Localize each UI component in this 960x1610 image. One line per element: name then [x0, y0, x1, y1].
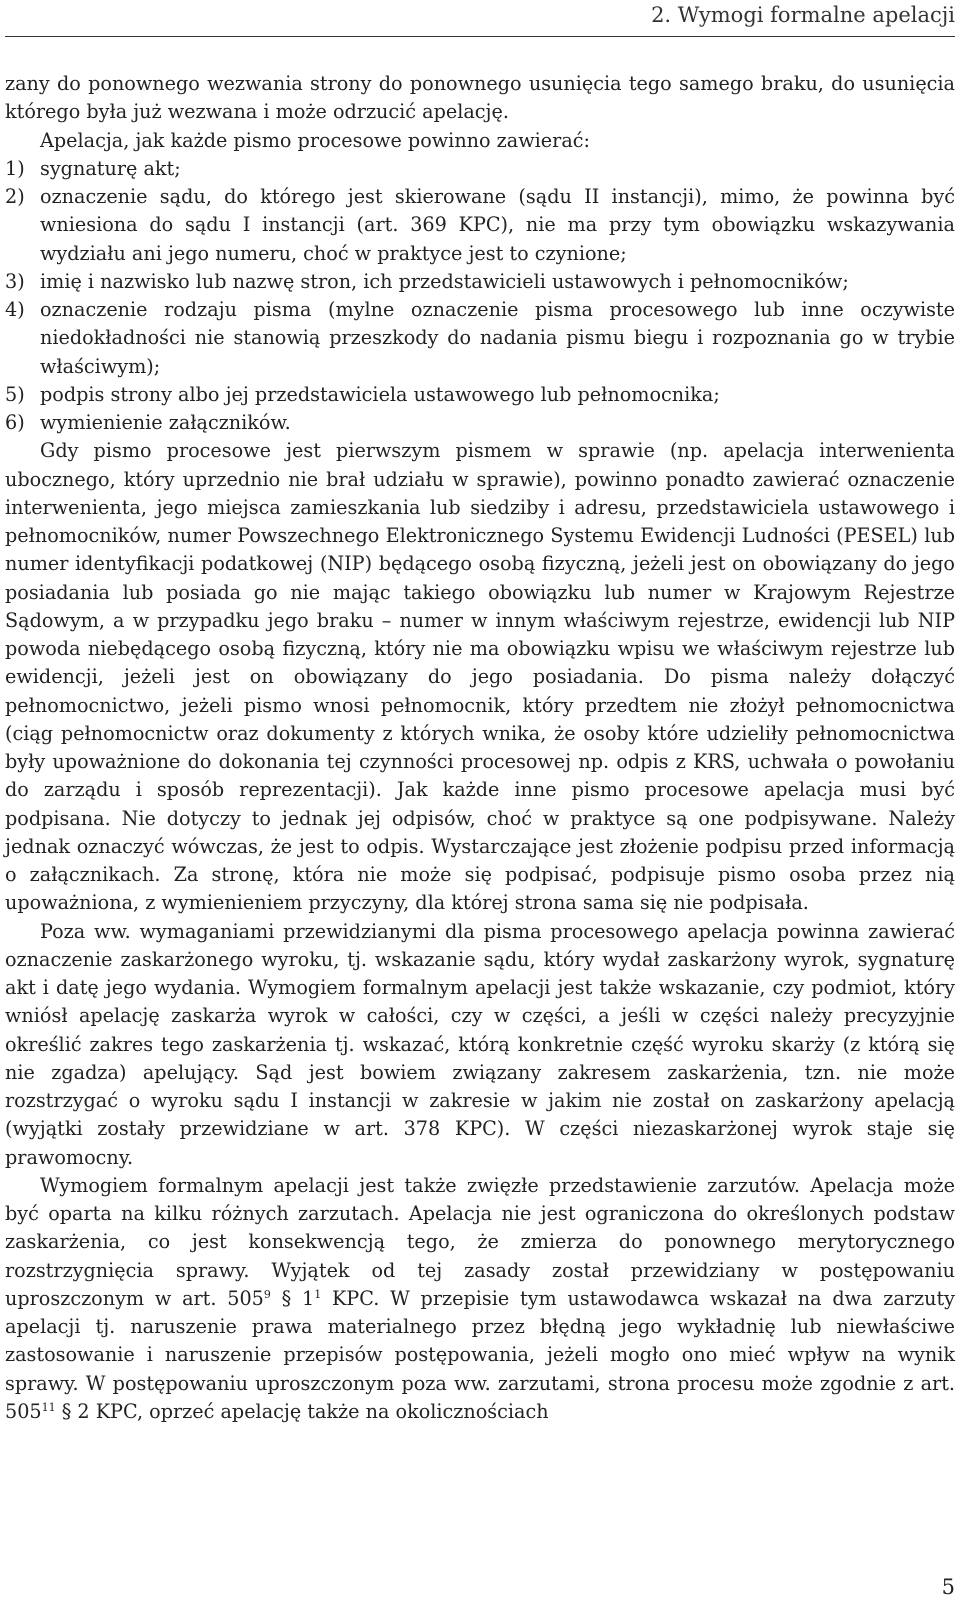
requirements-lead: Apelacja, jak każde pismo procesowe powinno zawierać:	[40, 128, 590, 152]
grounds-paragraph	[5, 1172, 955, 1426]
list-text: podpis strony albo jej przedstawiciela ustawowego lub pełnomocnika;	[40, 382, 720, 406]
chapter-title: 2. Wymogi formalne apelacji	[651, 3, 955, 27]
list-number: 6)	[5, 411, 25, 434]
page-number: 5	[941, 1575, 955, 1599]
list-item	[5, 155, 955, 183]
list-item	[5, 409, 955, 437]
list-number: 2)	[5, 185, 25, 208]
list-text: imię i nazwisko lub nazwę stron, ich przedstawicieli ustawowych i pełnomocników;	[40, 269, 849, 293]
requirements-list	[5, 155, 955, 438]
list-text: wymienienie załączników.	[40, 411, 291, 434]
grounds-text: § 2 KPC, oprzeć apelację także na okolicznościach	[55, 1399, 549, 1423]
intro-paragraph: zany do ponownego wezwania strony do ponownego usunięcia tego samego braku, do usunięcia którego była już wezwana i może odrzucić apelację.	[5, 72, 955, 124]
grounds-text: § 1	[270, 1286, 315, 1310]
superscript: 11	[41, 1400, 56, 1414]
first-pleading-paragraph: Gdy pismo procesowe jest pierwszym pismem w sprawie (np. apelacja interwenienta ubocznego, który uprzednio nie brał udziału w sprawie), powinno ponadto zawierać oznaczenie interwenienta, jego miejsca zamieszkania lub siedziby i adresu, przedstawiciela ustawowego i pełnomocników, numer Powszechnego Elektronicznego Systemu Ewidencji Ludności (PESEL) lub numer identyfikacji podatkowej (NIP) będącego osobą fizyczną, jeżeli jest on obowiązany do jego posiadania lub posiada go nie mając takiego obowiązku lub numer w Krajowym Rejestrze Sądowym, a w przypadku jego braku – numer w innym właściwym rejestrze, ewidencji lub NIP powoda niebędącego osobą fizyczną, który nie ma obowiązku wpisu we właściwym rejestrze lub ewidencji, jeżeli jest on obowiązany do jego posiadania. Do pisma należy dołączyć pełnomocnictwo, jeżeli pismo wnosi pełnomocnik, który przedtem nie złożył pełnomocnictwa (ciąg pełnomocnictw oraz dokumenty z których wnika, że osoby które udzieliły pełnomocnictwa były upoważnione do dokonania tej czynności procesowej np. odpis z KRS, uchwała o powołaniu do zarządu i sposób reprezentacji). Jak każde inne pismo procesowe apelacja musi być podpisana. Nie dotyczy to jednak jej odpisów, choć w praktyce są one podpisywane. Należy jednak oznaczyć wówczas, że jest to odpis. Wystarczające jest złożenie podpisu przed informacją o załącznikach. Za stronę, która nie może się podpisać, podpisuje pismo osoba przez nią upoważniona, z wymienieniem przyczyny, dla której strona sama się nie podpisała.	[5, 439, 955, 915]
list-number: 3)	[5, 269, 25, 293]
list-text: oznaczenie rodzaju pisma (mylne oznaczenie pisma procesowego lub inne oczywiste niedokładności nie stanowią przeszkody do nadania pismu biegu i rozpoznania go w trybie właściwym);	[40, 298, 955, 378]
list-item	[5, 296, 955, 381]
running-header	[5, 0, 955, 37]
list-number: 5)	[5, 382, 25, 406]
list-number: 1)	[5, 156, 25, 180]
list-item	[5, 183, 955, 268]
grounds-text: Wymogiem formalnym apelacji jest także zwięzłe przedstawienie zarzutów. Apelacja może być oparta na kilku różnych zarzutach. Apelacja nie jest ograniczona do określonych podstaw zaskarżenia, co jest konsekwencją tego, że zmierza do ponownego merytorycznego rozstrzygnięcia sprawy. Wyjątek od tej zasady został przewidziany w postępowaniu uproszczonym w art. 505	[5, 1173, 955, 1310]
appeal-requirements-paragraph: Poza ww. wymaganiami przewidzianymi dla pisma procesowego apelacja powinna zawierać oznaczenie zaskarżonego wyroku, tj. wskazanie sądu, który wydał zaskarżony wyrok, sygnaturę akt i datę jego wydania. Wymogiem formalnym apelacji jest także wskazanie, czy podmiot, który wniósł apelację zaskarża wyrok w całości, czy w części, a jeśli w części należy precyzyjnie określić zakres tego zaskarżenia tj. wskazać, którą konkretnie część wyroku skarży (z którą się nie zgadza) apelujący. Sąd jest bowiem związany zakresem zaskarżenia, tzn. nie może rozstrzygać o wyroku sądu I instancji w zakresie w jakim nie został on zaskarżony apelacją (wyjątki zostały przewidziane w art. 378 KPC). W części niezaskarżonej wyrok staje się prawomocny.	[5, 919, 955, 1169]
superscript: 1	[314, 1287, 322, 1301]
list-item	[5, 381, 955, 409]
list-item	[5, 268, 955, 296]
superscript: 9	[263, 1287, 271, 1301]
grounds-text: KPC. W przepisie tym ustawodawca wskazał na dwa zarzuty apelacji tj. naruszenie prawa materialnego przez błędną jego wykładnię lub niewłaściwe zastosowanie i naruszenie przepisów postępowania, jeżeli mogło ono mieć wpływ na wynik sprawy. W postępowaniu uproszczonym poza ww. zarzutami, strona procesu może zgodnie z art. 505	[5, 1286, 955, 1423]
list-text: oznaczenie sądu, do którego jest skierowane (sądu II instancji), mimo, że powinna być wniesiona do sądu I instancji (art. 369 KPC), nie ma przy tym obowiązku wskazywania wydziału ani jego numeru, choć w praktyce jest to czynione;	[40, 185, 955, 265]
list-text: sygnaturę akt;	[40, 156, 181, 180]
page-body	[5, 70, 955, 1426]
list-number: 4)	[5, 298, 25, 321]
